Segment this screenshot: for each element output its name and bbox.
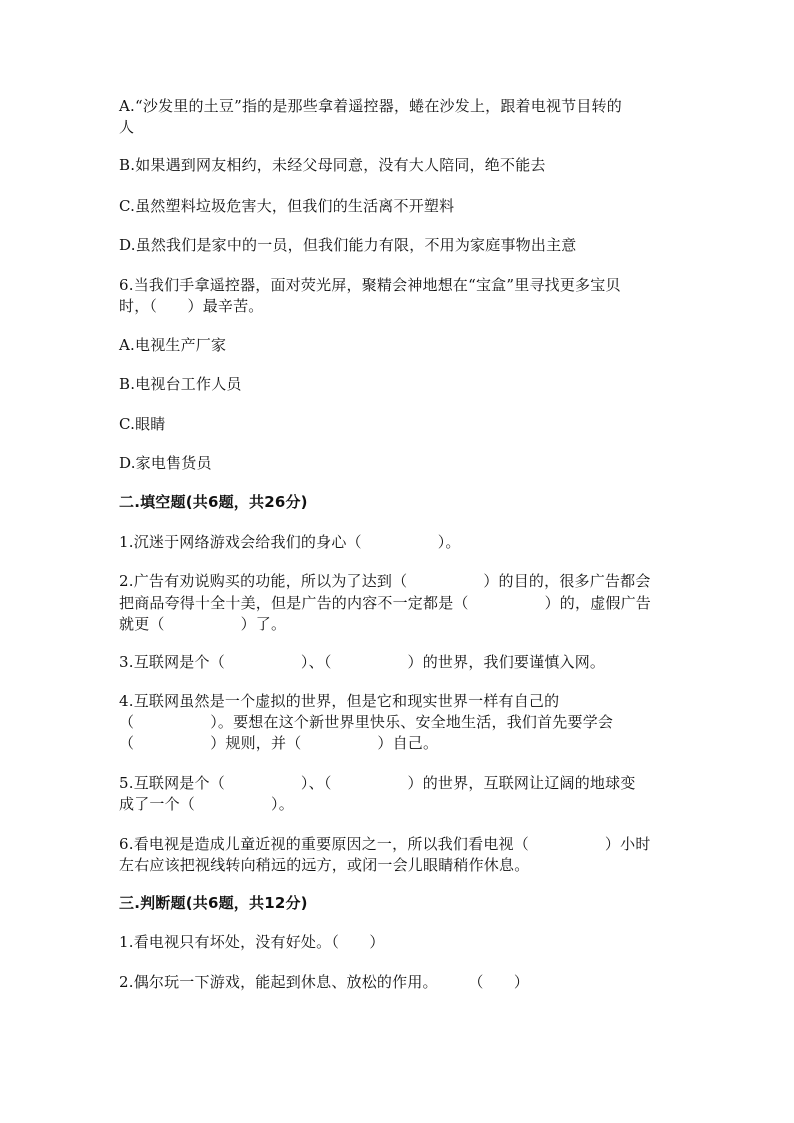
- option-c: C.虽然塑料垃圾危害大，但我们的生活离不开塑料: [119, 197, 455, 215]
- fill-question-4-line-3: （ ）规则，并（ ）自己。: [119, 734, 439, 752]
- judgment-question-2: 2.偶尔玩一下游戏，能起到休息、放松的作用。 （ ）: [119, 973, 530, 991]
- fill-question-6-line-2: 左右应该把视线转向稍远的远方，或闭一会儿眼睛稍作休息。: [119, 856, 530, 874]
- fill-question-1: 1.沉迷于网络游戏会给我们的身心（ ）。: [119, 533, 461, 551]
- section-judgment-heading: 三.判断题(共6题，共12分): [119, 894, 308, 912]
- fill-question-2-line-1: 2.广告有劝说购买的功能，所以为了达到（ ）的目的，很多广告都会: [119, 572, 651, 590]
- fill-question-6-line-1: 6.看电视是造成儿童近视的重要原因之一，所以我们看电视（ ）小时: [119, 835, 651, 853]
- option-b: B.如果遇到网友相约，未经父母同意，没有大人陪同，绝不能去: [119, 156, 546, 174]
- option-a-line-1: A.“沙发里的土豆”指的是那些拿着遥控器，蜷在沙发上，跟着电视节目转的: [119, 97, 622, 115]
- option-a-line-2: 人: [119, 118, 135, 136]
- fill-question-3: 3.互联网是个（ ）、（ ）的世界，我们要谨慎入网。: [119, 653, 606, 671]
- judgment-question-1: 1.看电视只有坏处，没有好处。（ ）: [119, 933, 385, 951]
- q6-option-a: A.电视生产厂家: [119, 336, 227, 354]
- question-6-line-2: 时，（ ）最辛苦。: [119, 297, 264, 315]
- fill-question-4-line-2: （ ）。要想在这个新世界里快乐、安全地生活，我们首先要学会: [119, 713, 614, 731]
- fill-question-4-line-1: 4.互联网虽然是一个虚拟的世界，但是它和现实世界一样有自己的: [119, 692, 560, 710]
- section-fill-blank-heading: 二.填空题(共6题，共26分): [119, 493, 308, 511]
- q6-option-b: B.电视台工作人员: [119, 375, 242, 393]
- q6-option-c: C.眼睛: [119, 415, 166, 433]
- fill-question-2-line-2: 把商品夸得十全十美，但是广告的内容不一定都是（ ）的，虚假广告: [119, 594, 652, 612]
- question-6-line-1: 6.当我们手拿遥控器，面对荧光屏，聚精会神地想在“宝盒”里寻找更多宝贝: [119, 276, 621, 294]
- fill-question-5-line-2: 成了一个（ ）。: [119, 795, 294, 813]
- fill-question-2-line-3: 就更（ ）了。: [119, 615, 287, 633]
- fill-question-5-line-1: 5.互联网是个（ ）、（ ）的世界，互联网让辽阔的地球变: [119, 774, 636, 792]
- q6-option-d: D.家电售货员: [119, 454, 212, 472]
- option-d: D.虽然我们是家中的一员，但我们能力有限，不用为家庭事物出主意: [119, 236, 577, 254]
